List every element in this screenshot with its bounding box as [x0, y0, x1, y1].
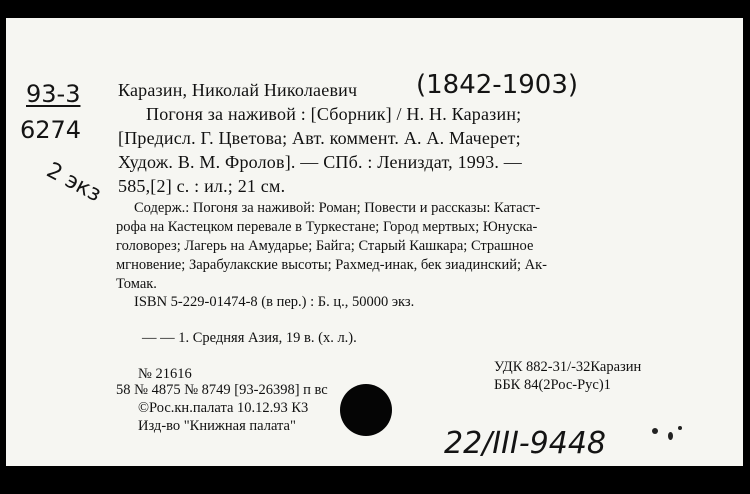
ink-blot [340, 384, 392, 436]
card-number: № 21616 [138, 366, 192, 382]
footer-line-3: ©Рос.кн.палата 10.12.93 К3 [138, 400, 309, 416]
ink-speck [678, 426, 682, 430]
ink-speck [668, 432, 673, 440]
handwritten-years: (1842-1903) [416, 70, 579, 100]
title-line-4: 585,[2] с. : ил.; 21 см. [118, 176, 286, 196]
contents-line-3: головорез; Лагерь на Амударье; Байга; Старый Кашкара; Страшное [116, 238, 534, 254]
ink-speck [652, 428, 658, 434]
subject-line: — — 1. Средняя Азия, 19 в. (х. л.). [142, 330, 357, 346]
title-line-1: Погоня за наживой : [Сборник] / Н. Н. Каразин; [146, 104, 522, 124]
shelf-mark-top: 93-3 [26, 80, 81, 108]
bbk-code: ББК 84(2Рос-Рус)1 [494, 377, 611, 393]
contents-line-5: Томак. [116, 276, 157, 292]
catalog-card [6, 18, 743, 466]
contents-line-1: Содерж.: Погоня за наживой: Роман; Повести и рассказы: Катаст- [134, 200, 541, 216]
shelf-mark-bottom: 6274 [20, 116, 82, 144]
contents-line-2: рофа на Кастецком перевале в Туркестане; Город мертвых; Юнуска- [116, 219, 538, 235]
author-heading: Каразин, Николай Николаевич [118, 80, 358, 100]
contents-line-4: мгновение; Зарабулакские высоты; Рахмед-инак, бек зиадинский; Ак- [116, 257, 547, 273]
title-line-3: Худож. В. М. Фролов]. — СПб. : Лениздат, 1993. — [118, 152, 522, 172]
udk-code: УДК 882-31/-32Каразин [494, 359, 642, 375]
handwritten-accession: 22/III-9448 [444, 426, 606, 461]
footer-line-2: 58 № 4875 № 8749 [93-26398] п вс [116, 382, 328, 398]
footer-line-4: Изд-во "Книжная палата" [138, 418, 296, 434]
title-line-2: [Предисл. Г. Цветова; Авт. коммент. А. А. Мачерет; [118, 128, 521, 148]
isbn-line: ISBN 5-229-01474-8 (в пер.) : Б. ц., 50000 экз. [134, 294, 415, 310]
handwritten-side-note: 2 экз [42, 158, 106, 208]
